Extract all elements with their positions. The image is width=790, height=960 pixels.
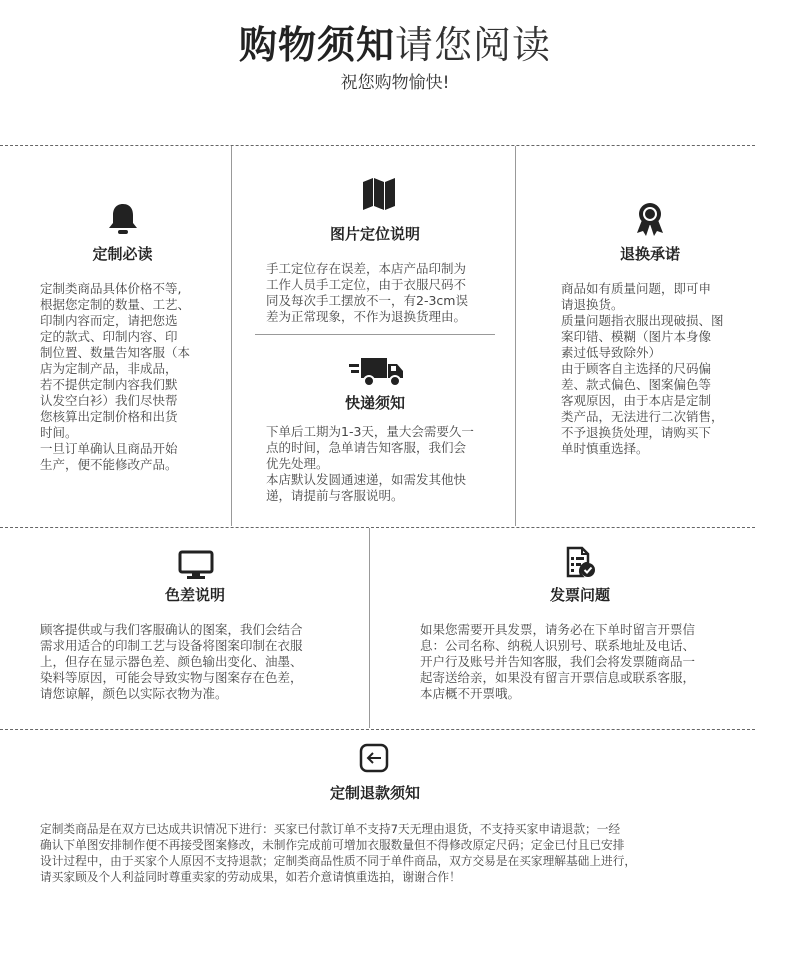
text-line: 开户行及账号并告知客服，我们会将发票随商品一 — [420, 654, 696, 669]
text-line: 确认下单图安排制作便不再接受图案修改，未制作完成前可增加衣服数量但不得修改原定尺码；定金已付且已安排 — [40, 838, 625, 852]
map-icon — [362, 177, 396, 211]
truck-icon — [349, 356, 405, 388]
text-line: 下单后工期为1-3天，量大会需要久一 — [266, 424, 474, 439]
award-ribbon-icon — [634, 202, 666, 236]
text-line: 根据您定制的数量、工艺、 — [40, 297, 191, 312]
section-title-color: 色差说明 — [164, 586, 225, 604]
text-line: 素过低导致除外） — [561, 345, 662, 360]
text-line: 差为正常现象，不作为退换货理由。 — [266, 309, 467, 324]
section-title-return: 退换承诺 — [619, 245, 680, 263]
text-line: 上，但存在显示器色差、颜色输出变化、油墨、 — [40, 654, 303, 669]
text-line: 客观原因，由于本店是定制 — [561, 393, 712, 408]
text-line: 定的款式、印制内容、印 — [40, 329, 178, 344]
section-body-image-position — [266, 261, 506, 325]
text-line: 生产，便不能修改产品。 — [40, 457, 178, 472]
text-line: 不予退换货处理，请购买下 — [561, 425, 712, 440]
text-line: 一旦订单确认且商品开始 — [40, 441, 178, 456]
text-line: 单时慎重选择。 — [561, 441, 649, 456]
monitor-icon — [178, 550, 214, 580]
divider-row-2 — [0, 527, 755, 528]
divider-col-2 — [515, 146, 516, 526]
text-line: 店为定制产品，非成品， — [40, 361, 178, 376]
text-line: 本店默认发圆通速递，如需发其他快 — [266, 472, 467, 487]
text-line: 染料等原因，可能会导致实物与图案存在色差， — [40, 670, 303, 685]
invoice-check-icon — [566, 546, 596, 578]
section-body-refund — [40, 821, 752, 885]
section-title-invoice: 发票问题 — [549, 586, 610, 604]
section-title-shipping: 快递须知 — [344, 394, 405, 412]
text-line: 顾客提供或与我们客服确认的图案，我们会结合 — [40, 622, 303, 637]
divider-top — [0, 145, 755, 146]
text-line: 点的时间，急单请告知客服，我们会 — [266, 440, 467, 455]
text-line: 递，请提前与客服说明。 — [266, 488, 404, 503]
bell-icon — [107, 202, 139, 236]
text-line: 设计过程中，由于买家个人原因不支持退款；定制类商品性质不同于单件商品，双方交易是在买家理解基础上进行， — [40, 854, 637, 868]
text-line: 息：公司名称、纳税人识别号、联系地址及电话、 — [420, 638, 696, 653]
section-title-image-position: 图片定位说明 — [329, 225, 420, 243]
text-line: 若不提供定制内容我们默 — [40, 377, 178, 392]
text-line: 请您谅解，颜色以实际衣物为准。 — [40, 686, 228, 701]
section-title-refund: 定制退款须知 — [329, 784, 420, 802]
section-body-custom — [40, 281, 230, 473]
text-line: 手工定位存在误差，本店产品印制为 — [266, 261, 467, 276]
divider-row-3 — [0, 729, 755, 730]
text-line: 由于顾客自主选择的尺码偏 — [561, 361, 712, 376]
section-title-custom: 定制必读 — [92, 245, 153, 263]
text-line: 本店概不开票哦。 — [420, 686, 521, 701]
section-body-return — [561, 281, 751, 457]
title-bold: 购物须知 — [238, 23, 395, 67]
text-line: 需求用适合的印制工艺与设备将图案印制在衣服 — [40, 638, 303, 653]
return-arrow-icon — [359, 743, 389, 773]
section-body-color — [40, 622, 368, 702]
section-body-shipping — [266, 424, 506, 504]
text-line: 类产品，无法进行二次销售， — [561, 409, 724, 424]
text-line: 您核算出定制价格和出货 — [40, 409, 178, 424]
page-subtitle: 祝您购物愉快! — [340, 73, 450, 93]
text-line: 请买家顾及个人利益同时尊重卖家的劳动成果，如若介意请慎重选拍，谢谢合作！ — [40, 870, 461, 884]
text-line: 起寄送给亲，如果没有留言开票信息或联系客服， — [420, 670, 696, 685]
text-line: 工作人员手工定位，由于衣服尺码不 — [266, 277, 467, 292]
text-line: 定制类商品是在双方已达成共识情况下进行：买家已付款订单不支持7天无理由退货，不支持买家申请退款；一经 — [40, 822, 621, 836]
page-title — [0, 14, 790, 67]
text-line: 定制类商品具体价格不等, — [40, 281, 182, 296]
text-line: 请退换货。 — [561, 297, 624, 312]
text-line: 案印错、模糊（图片本身像 — [561, 329, 712, 344]
text-line: 优先处理。 — [266, 456, 329, 471]
divider-col-3 — [369, 528, 370, 728]
text-line: 商品如有质量问题，即可申 — [561, 281, 712, 296]
divider-middle-inner — [255, 334, 495, 335]
text-line: 认发空白衫）我们尽快帮 — [40, 393, 178, 408]
text-line: 差、款式偏色、图案偏色等 — [561, 377, 712, 392]
text-line: 如果您需要开具发票，请务必在下单时留言开票信 — [420, 622, 696, 637]
divider-col-1 — [231, 146, 232, 526]
section-body-invoice — [420, 622, 750, 702]
text-line: 制位置、数量告知客服（本 — [40, 345, 191, 360]
text-line: 印制内容而定，请把您选 — [40, 313, 178, 328]
text-line: 同及每次手工摆放不一，有2-3cm误 — [266, 293, 468, 308]
text-line: 时间。 — [40, 425, 78, 440]
title-light: 请您阅读 — [395, 23, 552, 67]
text-line: 质量问题指衣服出现破损、图 — [561, 313, 724, 328]
